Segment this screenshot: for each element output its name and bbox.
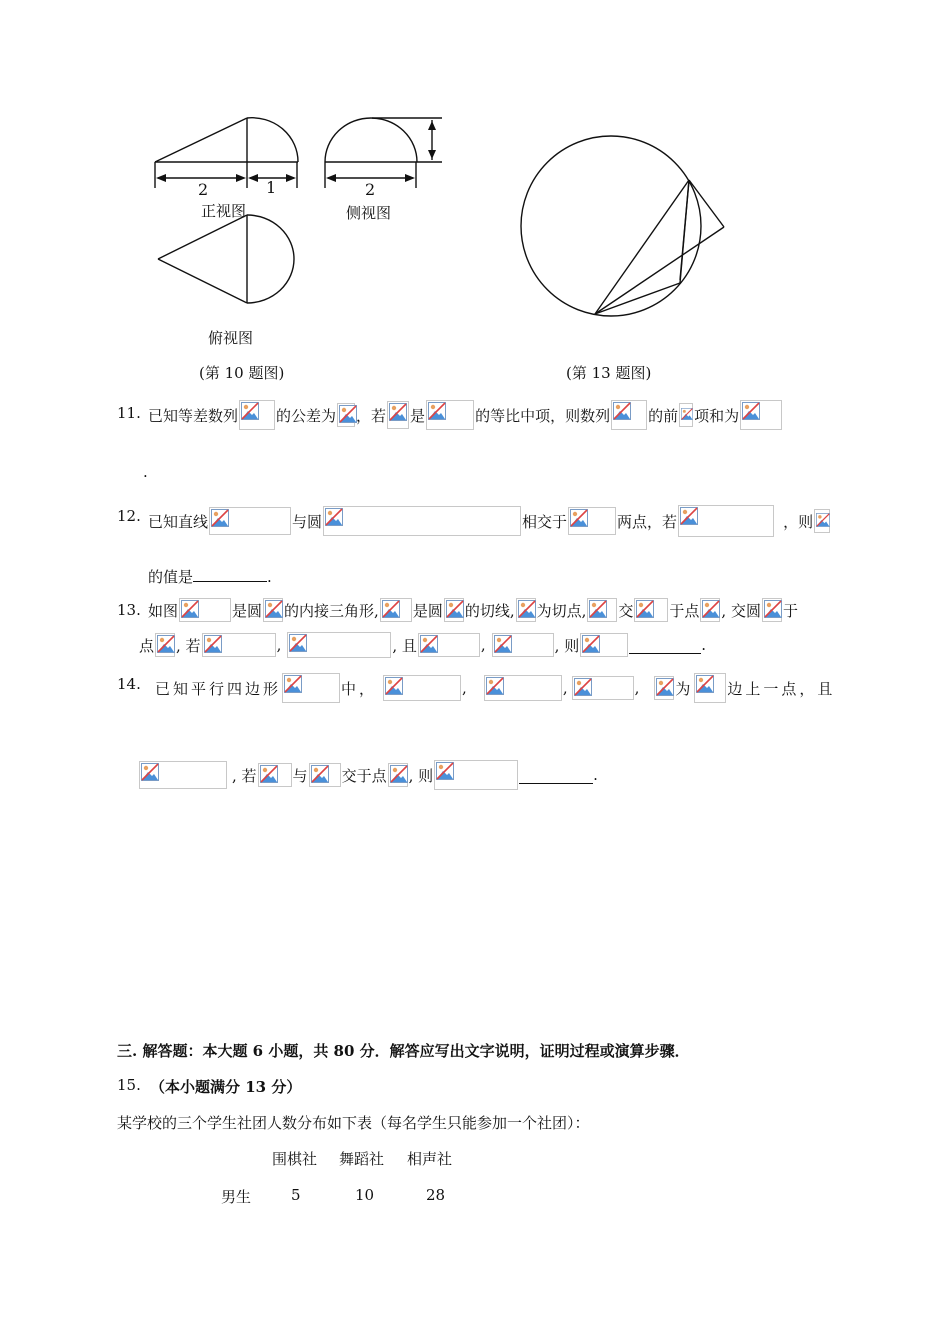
broken-image-icon [204, 635, 222, 653]
math-image-placeholder [179, 598, 231, 622]
side-view-label: 侧视图 [346, 204, 392, 222]
front-view-label: 正视图 [201, 202, 247, 220]
q11-text: 的公差为 [276, 406, 337, 425]
q14-text: , 若 [232, 766, 257, 785]
broken-image-icon [589, 600, 607, 618]
math-image-placeholder [282, 673, 340, 703]
broken-image-icon [518, 600, 536, 618]
q14-text: , [562, 679, 571, 697]
broken-image-icon [570, 509, 588, 527]
broken-image-icon [141, 763, 159, 781]
q12-text: ，则 [783, 512, 814, 531]
q11-text: 的等比中项，则数列 [475, 406, 611, 425]
q12-text: 两点，若 [617, 512, 678, 531]
q15-number: 15. [117, 1076, 141, 1094]
q12-line [148, 505, 831, 537]
q11-line [148, 400, 783, 430]
q13-number: 13. [117, 601, 141, 619]
q14-text: , 则 [408, 766, 434, 785]
q14-text: , [634, 679, 643, 697]
q14-text: 已知平行四边形 [155, 679, 282, 698]
q12-number: 12. [117, 507, 141, 525]
q11-text: 的前 [648, 406, 679, 425]
math-image-placeholder [679, 403, 693, 427]
math-image-placeholder [383, 675, 461, 701]
q13-text: 于点 [669, 601, 700, 620]
math-image-placeholder [444, 598, 464, 622]
broken-image-icon [389, 403, 407, 421]
q13-text: 点 [139, 636, 155, 655]
front-dim-left: 2 [198, 180, 209, 199]
math-image-placeholder [762, 598, 782, 622]
math-image-placeholder [418, 633, 480, 657]
q13-text: , 交圆 [721, 601, 761, 620]
figure-13-caption: (第 13 题图) [566, 364, 652, 382]
q13-text: , 若 [176, 636, 201, 655]
broken-image-icon [494, 635, 512, 653]
table-cell: 5 [291, 1186, 301, 1204]
table-cell: 28 [426, 1186, 446, 1204]
q13-text: 交 [618, 601, 634, 620]
figure-10-front-view [0, 0, 950, 400]
broken-image-icon [574, 678, 592, 696]
math-image-placeholder [568, 507, 616, 535]
math-image-placeholder [209, 507, 291, 535]
top-view-label: 俯视图 [208, 329, 254, 347]
q11-text: 是 [410, 406, 426, 425]
math-image-placeholder [678, 505, 774, 537]
math-image-placeholder [434, 760, 518, 790]
math-image-placeholder [700, 598, 720, 622]
q12-text: 相交于 [522, 512, 568, 531]
math-image-placeholder [139, 761, 227, 789]
math-image-placeholder [258, 763, 292, 787]
broken-image-icon [181, 600, 199, 618]
math-image-placeholder [380, 598, 412, 622]
table-header-dance: 舞蹈社 [339, 1150, 385, 1168]
q13-text: 为切点, [536, 601, 587, 620]
table-header-crosstalk: 相声社 [407, 1150, 453, 1168]
math-image-placeholder [654, 676, 674, 700]
math-image-placeholder [572, 676, 634, 700]
q14-text: 中， [341, 679, 378, 698]
q14-text: 与 [292, 766, 308, 785]
q13-text: 的切线, [464, 601, 515, 620]
question-11 [117, 404, 141, 422]
q14-text: 为 [675, 679, 694, 698]
math-image-placeholder [202, 633, 276, 657]
broken-image-icon [260, 765, 278, 783]
q11-text: 项和为 [694, 406, 740, 425]
math-image-placeholder [309, 763, 341, 787]
front-dim-right: 1 [266, 178, 277, 197]
q12-text: 与圆 [292, 512, 323, 531]
q11-number: 11. [117, 404, 141, 422]
math-image-placeholder [263, 598, 283, 622]
q14-number: 14. [117, 675, 141, 693]
broken-image-icon [311, 765, 329, 783]
figure-10-caption: (第 10 题图) [199, 364, 285, 382]
math-image-placeholder [580, 633, 628, 657]
q14-line2 [138, 760, 598, 790]
q12-text: 的值是 [148, 568, 194, 586]
math-image-placeholder [611, 400, 647, 430]
broken-image-icon [325, 508, 343, 526]
q15-score: （本小题满分 13 分） [150, 1078, 302, 1096]
math-image-placeholder [484, 675, 562, 701]
q12-end: . [267, 568, 272, 586]
q14-text: 边上一点，且 [727, 679, 836, 698]
broken-image-icon [446, 600, 464, 618]
math-image-placeholder [516, 598, 536, 622]
q13-text: 如图 [148, 601, 179, 620]
side-dim: 2 [365, 180, 376, 199]
broken-image-icon [211, 509, 229, 527]
math-image-placeholder [388, 763, 408, 787]
broken-image-icon [613, 402, 631, 420]
q12-text: 已知直线 [148, 512, 209, 531]
broken-image-icon [428, 402, 446, 420]
broken-image-icon [486, 677, 504, 695]
q13-end: . [701, 636, 706, 654]
math-image-placeholder [155, 633, 175, 657]
q14-line [155, 673, 835, 703]
broken-image-icon [582, 635, 600, 653]
broken-image-icon [284, 675, 302, 693]
broken-image-icon [420, 635, 438, 653]
broken-image-icon [390, 765, 408, 783]
math-image-placeholder [426, 400, 474, 430]
broken-image-icon [436, 762, 454, 780]
q11-text: ，若 [356, 406, 387, 425]
q14-text: , [462, 679, 470, 697]
math-image-placeholder [287, 632, 391, 658]
q14-end: . [593, 766, 598, 784]
math-image-placeholder [740, 400, 782, 430]
broken-image-icon [265, 600, 283, 618]
broken-image-icon [680, 507, 698, 525]
math-image-placeholder [694, 673, 726, 703]
q14-text: 交于点 [341, 766, 387, 785]
broken-image-icon [382, 600, 400, 618]
q12-line2 [148, 566, 272, 587]
math-image-placeholder [492, 633, 554, 657]
section-3-heading: 三. 解答题：本大题 6 小题，共 80 分．解答应写出文字说明，证明过程或演算步骤． [117, 1042, 690, 1060]
q13-text: , 则 [554, 636, 580, 655]
q13-line2 [139, 632, 706, 658]
broken-image-icon [696, 675, 714, 693]
broken-image-icon [339, 405, 357, 423]
broken-image-icon [764, 600, 782, 618]
math-image-placeholder [587, 598, 617, 622]
broken-image-icon [157, 635, 175, 653]
broken-image-icon [816, 511, 830, 529]
q13-text: , [480, 636, 486, 654]
table-row-label: 男生 [221, 1188, 252, 1206]
math-image-placeholder [239, 400, 275, 430]
broken-image-icon [289, 634, 307, 652]
broken-image-icon [681, 405, 693, 423]
table-header-go: 围棋社 [272, 1150, 318, 1168]
q13-text: 于 [782, 601, 798, 620]
math-image-placeholder [634, 598, 668, 622]
math-image-placeholder [337, 403, 355, 427]
broken-image-icon [742, 402, 760, 420]
math-image-placeholder [387, 401, 409, 429]
q13-text: , 且 [392, 636, 417, 655]
q11-text: 已知等差数列 [148, 406, 239, 425]
broken-image-icon [636, 600, 654, 618]
q15-intro: 某学校的三个学生社团人数分布如下表（每名学生只能参加一个社团）： [117, 1114, 590, 1132]
q13-text: 是圆 [232, 601, 263, 620]
broken-image-icon [385, 677, 403, 695]
table-cell: 10 [355, 1186, 375, 1204]
broken-image-icon [241, 402, 259, 420]
math-image-placeholder [814, 509, 830, 533]
answer-blank[interactable] [519, 767, 593, 784]
math-image-placeholder [323, 506, 521, 536]
broken-image-icon [656, 678, 674, 696]
q13-text: , [276, 636, 282, 654]
broken-image-icon [702, 600, 720, 618]
q13-text: 的内接三角形, [284, 601, 379, 620]
q13-line [148, 598, 798, 622]
answer-blank[interactable] [629, 637, 701, 654]
q13-text: 是圆 [412, 601, 443, 620]
answer-blank[interactable] [193, 581, 267, 582]
q11-end: . [143, 463, 148, 481]
